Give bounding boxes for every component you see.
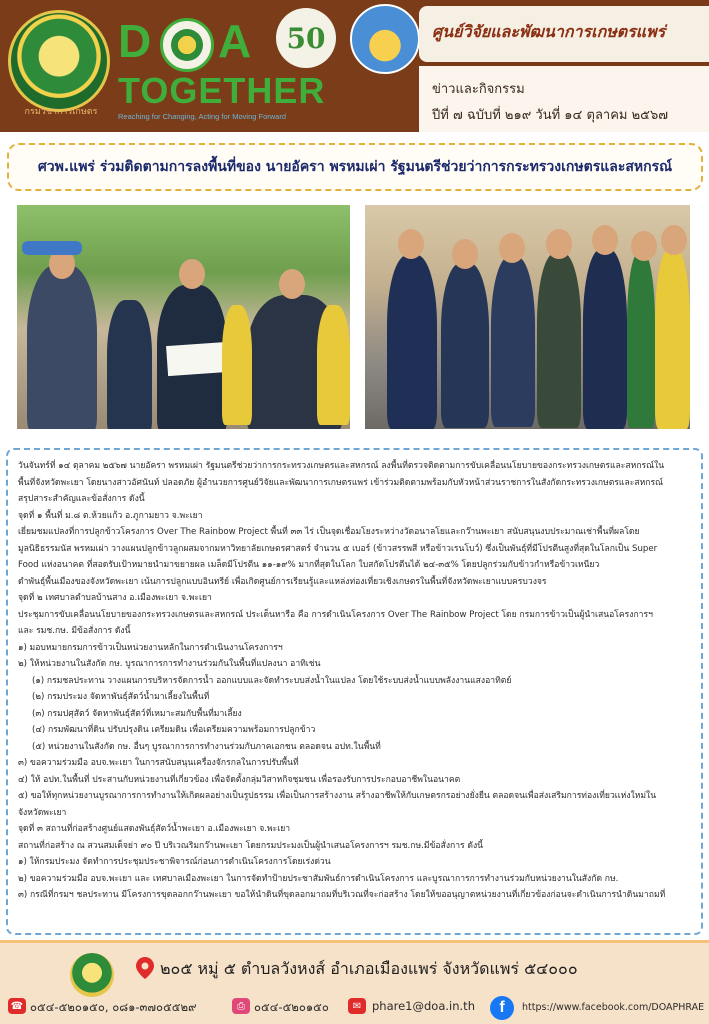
headline: ศวพ.แพร่ ร่วมติดตามการลงพื้นที่ของ นายอัครา พรหมเผ่า รัฐมนตรีช่วยว่าการกระทรวงเกษตรและสหกรณ์ <box>37 159 673 175</box>
body-line: พื้นที่จังหวัดพะเยา โดยนางสาวอัศนันท์ ปลอดภัย ผู้อำนวยการศูนย์วิจัยและพัฒนาการเกษตรแพร่ เข้าร่วมติดตามพร้อมกับหัวหน้าส่วนราชการในสังกัดกระทรวงเกษตรและสหกรณ์ <box>18 477 664 488</box>
section-label: ข่าวและกิจกรรม <box>432 82 525 97</box>
brand-tagline: Reaching for Changing, Acting for Moving Forward <box>118 112 287 121</box>
headline-box <box>7 143 703 191</box>
temple-logo-icon <box>350 4 420 74</box>
brand-o-emblem-icon <box>160 18 214 72</box>
body-line: ๕) ขอให้ทุกหน่วยงานบูรณาการการทำงานให้เกิดผลอย่างเป็นรูปธรรม เพื่อเป็นการสร้างงาน สร้างอาชีพให้กับเกษตรกรอย่างยั่งยืน ตลอดจนเพื่อส่งเสริมการท่องเที่ยวเเห่งใหม่ใน <box>18 791 657 801</box>
body-line: ๓) กรณีที่กรมฯ ชลประทาน มีโครงการขุดลอกกว๊านพะเยา ขอให้นำดินที่ขุดลอกมาถมที่บริเวณที่จะก่อสร้าง โดยให้ขออนุญาตหน่วยงานที่เกี่ยวข้องก่อนจะดำเนินการนำดินมาถมที่ <box>18 890 666 900</box>
body-line: สถานที่ก่อสร้าง ณ สวนสมเด็จย่า ๙๐ ปี บริเวณริมกว๊านพะเยา โดยกรมประมงเป็นผู้นำเสนอโครงการฯ รมช.กษ.มีข้อสั่งการ ดังนี้ <box>18 840 484 851</box>
footer-fax: ๐๕๔-๕๒๐๑๕๐ <box>254 1000 329 1014</box>
footer <box>0 940 709 1024</box>
fax-icon: ⎙ <box>232 998 250 1014</box>
body-line: จุดที่ ๒ เทศบาลตำบลบ้านสาง อ.เมืองพะเยา จ.พะเยา <box>18 593 212 603</box>
body-line: ๒) ขอความร่วมมือ อบจ.พะเยา และ เทศบาลเมืองพะเยา ในการจัดทำป้ายประชาสัมพันธ์การดำเนินโครงการ และบูรณาการการทำงานร่วมกับหน่วยงานในสังกัด กษ. <box>18 873 619 884</box>
body-line: ๑) ให้กรมประมง จัดทำการประชุมประชาพิจารณ์ก่อนการดำเนินโครงการโดยเร่งด่วน <box>18 857 331 867</box>
body-line: (๕) หน่วยงานในสังกัด กษ. อื่นๆ บูรณาการการทำงานร่วมกับภาคเอกชน ตลอดจน อปท.ในพื้นที่ <box>32 741 381 752</box>
logo-caption: กรมวิชาการเกษตร <box>24 107 98 117</box>
body-line: ๓) ขอความร่วมมือ อบจ.พะเยา ในการสนับสนุนเครื่องจักรกลในการปรับพื้นที่ <box>18 758 299 768</box>
photo-field-visit-right <box>365 205 690 429</box>
anniversary-50-icon: 50 <box>276 8 336 68</box>
footer-phone: ๐๕๔-๕๒๐๑๕๐, ๐๘๑-๓๗๐๕๕๒๙ <box>30 1000 197 1014</box>
body-line: วันจันทร์ที่ ๑๔ ตุลาคม ๒๕๖๗ นายอัครา พรหมเผ่า รัฐมนตรีช่วยว่าการกระทรวงเกษตรและสหกรณ์ ลงพื้นที่ตรวจติดตามการขับเคลื่อนนโยบายของกระทรวงเกษตรและสหกรณ์ใน <box>18 461 665 471</box>
body-line: จุดที่ ๓ สถานที่ก่อสร้างศูนย์แสดงพันธุ์สัตว์น้ำพะเยา อ.เมืองพะเยา จ.พะเยา <box>18 824 291 834</box>
facebook-icon[interactable]: f <box>490 996 514 1020</box>
footer-logo-icon <box>70 953 114 997</box>
footer-facebook[interactable]: https://www.facebook.com/DOAPHRAE <box>522 1002 705 1013</box>
contact-row <box>0 996 709 1020</box>
brand-together: TOGETHER <box>118 70 326 111</box>
body-line: ประชุมการขับเคลื่อนนโยบายของกระทรวงเกษตรและสหกรณ์ ประเด็นหารือ คือ การดำเนินโครงการ Over The Rainbow Project โดย กรมการข้าวเป็นผู้นำเสนอโครงการฯ <box>18 609 653 620</box>
brand-letter-a: A <box>218 15 252 67</box>
body-line: (๓) กรมปศุสัตว์ จัดหาพันธุ์สัตว์ที่เหมาะสมกับพื้นที่มาเลี้ยง <box>32 708 242 719</box>
body-line: (๔) กรมพัฒนาที่ดิน ปรับปรุงดิน เตรียมดิน เพื่อเตรียมความพร้อมการปลูกข้าว <box>32 725 316 735</box>
photo-field-visit-left <box>17 205 350 429</box>
body-line: จุดที่ ๑ พื้นที่ ม.๘ ต.ห้วยแก้ว อ.ภูกามยาว จ.พะเยา <box>18 510 203 521</box>
location-pin-icon <box>136 957 154 979</box>
doa-logo-icon <box>8 10 110 112</box>
body-line: Food แห่งอนาคต ที่สอดรับเป้าหมายนำมาขยายผล เมล็ดมีโปรตีน ๑๑-๑๙% มากที่สุดในโลก ใบสกัดโปรตีนได้ ๒๔-๓๕% โดยปลูกร่วมกับข้าวกำหรือข้าวเหนียว <box>18 560 600 570</box>
body-line: (๑) กรมชลประทาน วางแผนการบริหารจัดการน้ำ ออกแบบและจัดทำระบบส่งน้ำในแปลง โดยใช้ระบบส่งน้ำแบบพลังงานแสงอาทิตย์ <box>32 675 512 686</box>
body-line: เยี่ยมชมแปลงที่การปลูกข้าวโครงการ Over The Rainbow Project พื้นที่ ๓๓ ไร่ เป็นจุดเชื่อมโยงระหว่างวัดอนาลโยและกว๊านพะเยา สนับสนุนงบประมาณเช่าพื้นที่ผลโดย <box>18 527 640 537</box>
body-line: และ รมช.กษ. มีข้อสั่งการ ดังนี้ <box>18 626 131 636</box>
body-line: (๒) กรมประมง จัดหาพันธุ์สัตว์น้ำมาเลี้ยงในพื้นที่ <box>32 692 210 702</box>
body-line: ดำพันธุ์พื้นเมืองของจังหวัดพะเยา เน้นการปลูกแบบอินทรีย์ เพื่อเกิดศูนย์การเรียนรู้และแหล่งท่องเที่ยวเชิงเกษตรในพื้นที่จังหวัดพะเยาแบบครบวงจร <box>18 576 547 587</box>
body-line: ๒) ให้หน่วยงานในสังกัด กษ. บูรณาการการทำงานร่วมกันในพื้นที่แปลงนา อาทิเช่น <box>18 659 321 669</box>
brand-letter-d: D <box>118 15 154 67</box>
body-line: มูลนิธิธรรมนัส พรหมเผ่า วางแผนปลูกข้าวลูกผสมจากมหาวิทยาลัยเกษตรศาสตร์ จำนวน ๕ เบอร์ (ข้าวสรรพสี หรือข้าวเรนโบว์) ซึ่งเป็นพันธุ์ที่มีโปรตีนสูงที่สุดในโลกเป็น Super <box>18 543 658 554</box>
body-line: ๔) ให้ อปท.ในพื้นที่ ประสานกับหน่วยงานที่เกี่ยวข้อง เพื่อจัดตั้งกลุ่มวิสาหกิจชุมชน เพื่อรองรับการประกอบอาชีพในอนาคต <box>18 774 461 785</box>
issue-line: ปีที่ ๗ ฉบับที่ ๒๑๙ วันที่ ๑๔ ตุลาคม ๒๕๖๗ <box>432 108 669 123</box>
center-name: ศูนย์วิจัยและพัฒนาการเกษตรแพร่ <box>432 22 666 41</box>
body-line: จังหวัดพะเยา <box>18 807 67 818</box>
body-line: สรุปสาระสำคัญและข้อสั่งการ ดังนี้ <box>18 494 145 504</box>
body-line: ๑) มอบหมายกรมการข้าวเป็นหน่วยงานหลักในการดำเนินงานโครงการฯ <box>18 642 283 653</box>
news-body <box>6 448 703 935</box>
phone-icon: ☎ <box>8 998 26 1014</box>
footer-email[interactable]: phare1@doa.in.th <box>372 999 475 1013</box>
header-banner <box>0 0 709 132</box>
email-icon: ✉ <box>348 998 366 1014</box>
footer-address: ๒๐๕ หมู่ ๕ ตำบลวังหงส์ อำเภอเมืองแพร่ จังหวัดแพร่ ๕๔๐๐๐ <box>160 959 578 978</box>
